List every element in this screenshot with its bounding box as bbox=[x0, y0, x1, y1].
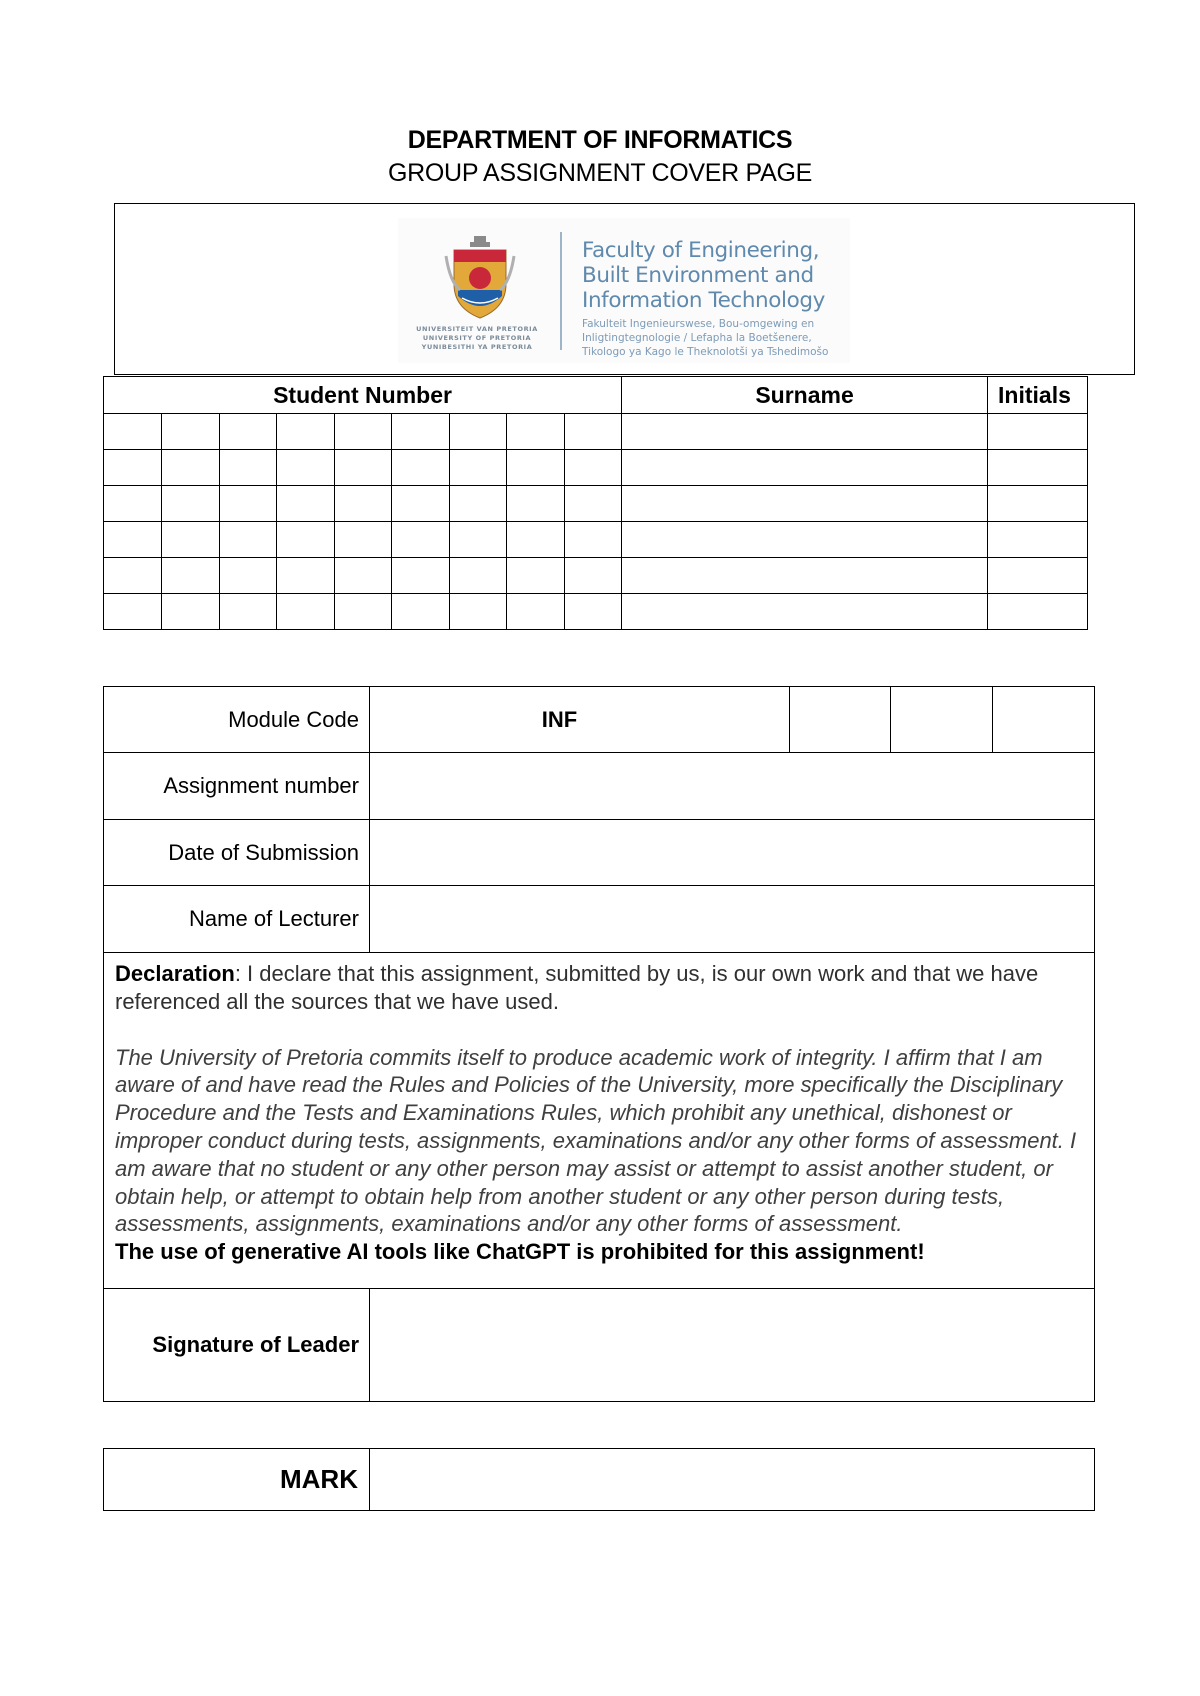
student-number-digit-cell[interactable] bbox=[162, 522, 220, 558]
student-number-digit-cell[interactable] bbox=[335, 450, 392, 486]
mark-row bbox=[104, 1449, 1095, 1511]
student-number-digit-cell[interactable] bbox=[507, 486, 565, 522]
student-number-digit-cell[interactable] bbox=[392, 486, 450, 522]
faculty-name-line-1: Faculty of Engineering, bbox=[582, 238, 820, 263]
surname-cell[interactable] bbox=[622, 414, 988, 450]
student-number-digit-cell[interactable] bbox=[450, 594, 507, 630]
student-number-digit-cell[interactable] bbox=[565, 450, 622, 486]
signature-field[interactable] bbox=[370, 1289, 1095, 1402]
lecturer-row bbox=[104, 886, 1095, 953]
surname-cell[interactable] bbox=[622, 522, 988, 558]
student-number-digit-cell[interactable] bbox=[277, 558, 335, 594]
student-number-digit-cell[interactable] bbox=[565, 414, 622, 450]
surname-cell[interactable] bbox=[622, 558, 988, 594]
student-number-digit-cell[interactable] bbox=[220, 558, 277, 594]
student-number-digit-cell[interactable] bbox=[162, 414, 220, 450]
student-number-digit-cell[interactable] bbox=[507, 414, 565, 450]
student-number-digit-cell[interactable] bbox=[162, 450, 220, 486]
assignment-number-row bbox=[104, 753, 1095, 820]
initials-cell[interactable] bbox=[988, 522, 1088, 558]
student-number-digit-cell[interactable] bbox=[220, 414, 277, 450]
faculty-name-line-2: Built Environment and bbox=[582, 263, 814, 288]
student-number-digit-cell[interactable] bbox=[507, 450, 565, 486]
declaration-heading: Declaration bbox=[115, 961, 235, 986]
student-row bbox=[104, 594, 1088, 630]
student-number-digit-cell[interactable] bbox=[450, 558, 507, 594]
student-row bbox=[104, 558, 1088, 594]
ai-prohibition-notice: The use of generative AI tools like ChatGPT is prohibited for this assignment! bbox=[115, 1239, 925, 1265]
faculty-sub-line-1: Fakulteit Ingenieurswese, Bou-omgewing en bbox=[582, 318, 815, 330]
module-code-digit-field[interactable] bbox=[993, 687, 1095, 753]
student-row bbox=[104, 522, 1088, 558]
surname-cell[interactable] bbox=[622, 594, 988, 630]
page-header bbox=[0, 124, 1200, 190]
student-table-body bbox=[104, 414, 1088, 630]
signature-row bbox=[104, 1289, 1095, 1402]
module-code-digit-field[interactable] bbox=[891, 687, 993, 753]
student-number-digit-cell[interactable] bbox=[277, 522, 335, 558]
student-row bbox=[104, 486, 1088, 522]
student-number-digit-cell[interactable] bbox=[277, 594, 335, 630]
initials-cell[interactable] bbox=[988, 594, 1088, 630]
student-number-digit-cell[interactable] bbox=[220, 522, 277, 558]
student-number-digit-cell[interactable] bbox=[565, 522, 622, 558]
initials-header: Initials bbox=[988, 377, 1088, 414]
student-number-digit-cell[interactable] bbox=[450, 414, 507, 450]
student-number-digit-cell[interactable] bbox=[162, 486, 220, 522]
student-number-digit-cell[interactable] bbox=[220, 594, 277, 630]
surname-cell[interactable] bbox=[622, 450, 988, 486]
university-name-af: UNIVERSITEIT VAN PRETORIA bbox=[416, 325, 538, 333]
mark-table bbox=[103, 1448, 1095, 1511]
student-number-digit-cell[interactable] bbox=[392, 450, 450, 486]
student-row bbox=[104, 450, 1088, 486]
initials-cell[interactable] bbox=[988, 558, 1088, 594]
module-table bbox=[103, 686, 1095, 1402]
student-number-digit-cell[interactable] bbox=[507, 594, 565, 630]
date-row bbox=[104, 820, 1095, 886]
page-subtitle: GROUP ASSIGNMENT COVER PAGE bbox=[388, 159, 812, 187]
student-number-digit-cell[interactable] bbox=[104, 522, 162, 558]
student-number-digit-cell[interactable] bbox=[392, 414, 450, 450]
student-number-digit-cell[interactable] bbox=[220, 486, 277, 522]
student-table bbox=[103, 376, 1088, 630]
page-title: DEPARTMENT OF INFORMATICS bbox=[407, 126, 793, 154]
student-number-digit-cell[interactable] bbox=[392, 522, 450, 558]
mark-field[interactable] bbox=[370, 1449, 1095, 1511]
module-code-row bbox=[104, 687, 1095, 753]
student-number-header: Student Number bbox=[104, 377, 622, 414]
student-number-digit-cell[interactable] bbox=[507, 558, 565, 594]
student-number-digit-cell[interactable] bbox=[335, 558, 392, 594]
university-crest-icon bbox=[440, 232, 520, 320]
student-number-digit-cell[interactable] bbox=[335, 414, 392, 450]
student-number-digit-cell[interactable] bbox=[507, 522, 565, 558]
faculty-logo bbox=[398, 218, 850, 363]
initials-cell[interactable] bbox=[988, 450, 1088, 486]
student-number-digit-cell[interactable] bbox=[162, 594, 220, 630]
student-number-digit-cell[interactable] bbox=[220, 450, 277, 486]
student-number-digit-cell[interactable] bbox=[565, 486, 622, 522]
student-number-digit-cell[interactable] bbox=[277, 486, 335, 522]
integrity-statement: The University of Pretoria commits itself to produce academic work of integrity. I affirm that I am aware of and have read the Rules and Policies of the University, more specifically the Disciplinary Procedure and the Tests and Examinations Rules, which prohibit any unethical, dishonest or improper conduct during tests, assignments, examinations and/or any other forms of assessment. I am aware that no student or any other person may assist or attempt to assist another student, or obtain help, or attempt to obtain help from another student or any other person during tests, assessments, assignments, examinations and/or any other forms of assessment. bbox=[115, 1044, 1077, 1237]
initials-cell[interactable] bbox=[988, 486, 1088, 522]
student-number-digit-cell[interactable] bbox=[104, 450, 162, 486]
student-number-digit-cell[interactable] bbox=[162, 558, 220, 594]
student-number-digit-cell[interactable] bbox=[335, 522, 392, 558]
declaration-block bbox=[104, 953, 1095, 1289]
student-number-digit-cell[interactable] bbox=[450, 450, 507, 486]
student-number-digit-cell[interactable] bbox=[335, 594, 392, 630]
student-number-digit-cell[interactable] bbox=[277, 450, 335, 486]
module-code-label: Module Code bbox=[104, 687, 370, 753]
date-label: Date of Submission bbox=[104, 820, 370, 886]
student-number-digit-cell[interactable] bbox=[392, 594, 450, 630]
lecturer-label: Name of Lecturer bbox=[104, 886, 370, 953]
logo-divider bbox=[560, 232, 562, 350]
mark-label: MARK bbox=[104, 1449, 370, 1511]
assignment-number-label: Assignment number bbox=[104, 753, 370, 820]
lecturer-field[interactable] bbox=[370, 886, 1095, 953]
student-number-digit-cell[interactable] bbox=[335, 486, 392, 522]
student-number-digit-cell[interactable] bbox=[450, 522, 507, 558]
student-number-digit-cell[interactable] bbox=[392, 558, 450, 594]
module-code-digit-field[interactable] bbox=[790, 687, 891, 753]
faculty-sub-line-2: Inligtingtegnologie / Lefapha la Boetšenere, bbox=[582, 332, 812, 344]
surname-cell[interactable] bbox=[622, 486, 988, 522]
student-number-digit-cell[interactable] bbox=[565, 558, 622, 594]
student-number-digit-cell[interactable] bbox=[450, 486, 507, 522]
student-number-digit-cell[interactable] bbox=[104, 486, 162, 522]
assignment-number-field[interactable] bbox=[370, 753, 1095, 820]
student-number-digit-cell[interactable] bbox=[104, 594, 162, 630]
university-name-en: UNIVERSITY OF PRETORIA bbox=[422, 334, 532, 342]
student-number-digit-cell[interactable] bbox=[104, 414, 162, 450]
student-number-digit-cell[interactable] bbox=[565, 594, 622, 630]
initials-cell[interactable] bbox=[988, 414, 1088, 450]
signature-label: Signature of Leader bbox=[104, 1289, 370, 1402]
declaration-text: : I declare that this assignment, submitted by us, is our own work and that we have referenced all the sources that we have used. bbox=[115, 961, 1039, 1014]
faculty-sub-line-3: Tikologo ya Kago le Theknolotši ya Tshedimošo bbox=[582, 346, 829, 358]
date-field[interactable] bbox=[370, 820, 1095, 886]
declaration-row bbox=[104, 953, 1095, 1289]
student-row bbox=[104, 414, 1088, 450]
surname-header: Surname bbox=[622, 377, 988, 414]
student-number-digit-cell[interactable] bbox=[277, 414, 335, 450]
university-name-nso: YUNIBESITHI YA PRETORIA bbox=[421, 343, 533, 351]
student-number-digit-cell[interactable] bbox=[104, 558, 162, 594]
faculty-name-line-3: Information Technology bbox=[582, 288, 825, 313]
student-table-header bbox=[104, 377, 1088, 414]
module-code-prefix: INF bbox=[370, 687, 790, 753]
